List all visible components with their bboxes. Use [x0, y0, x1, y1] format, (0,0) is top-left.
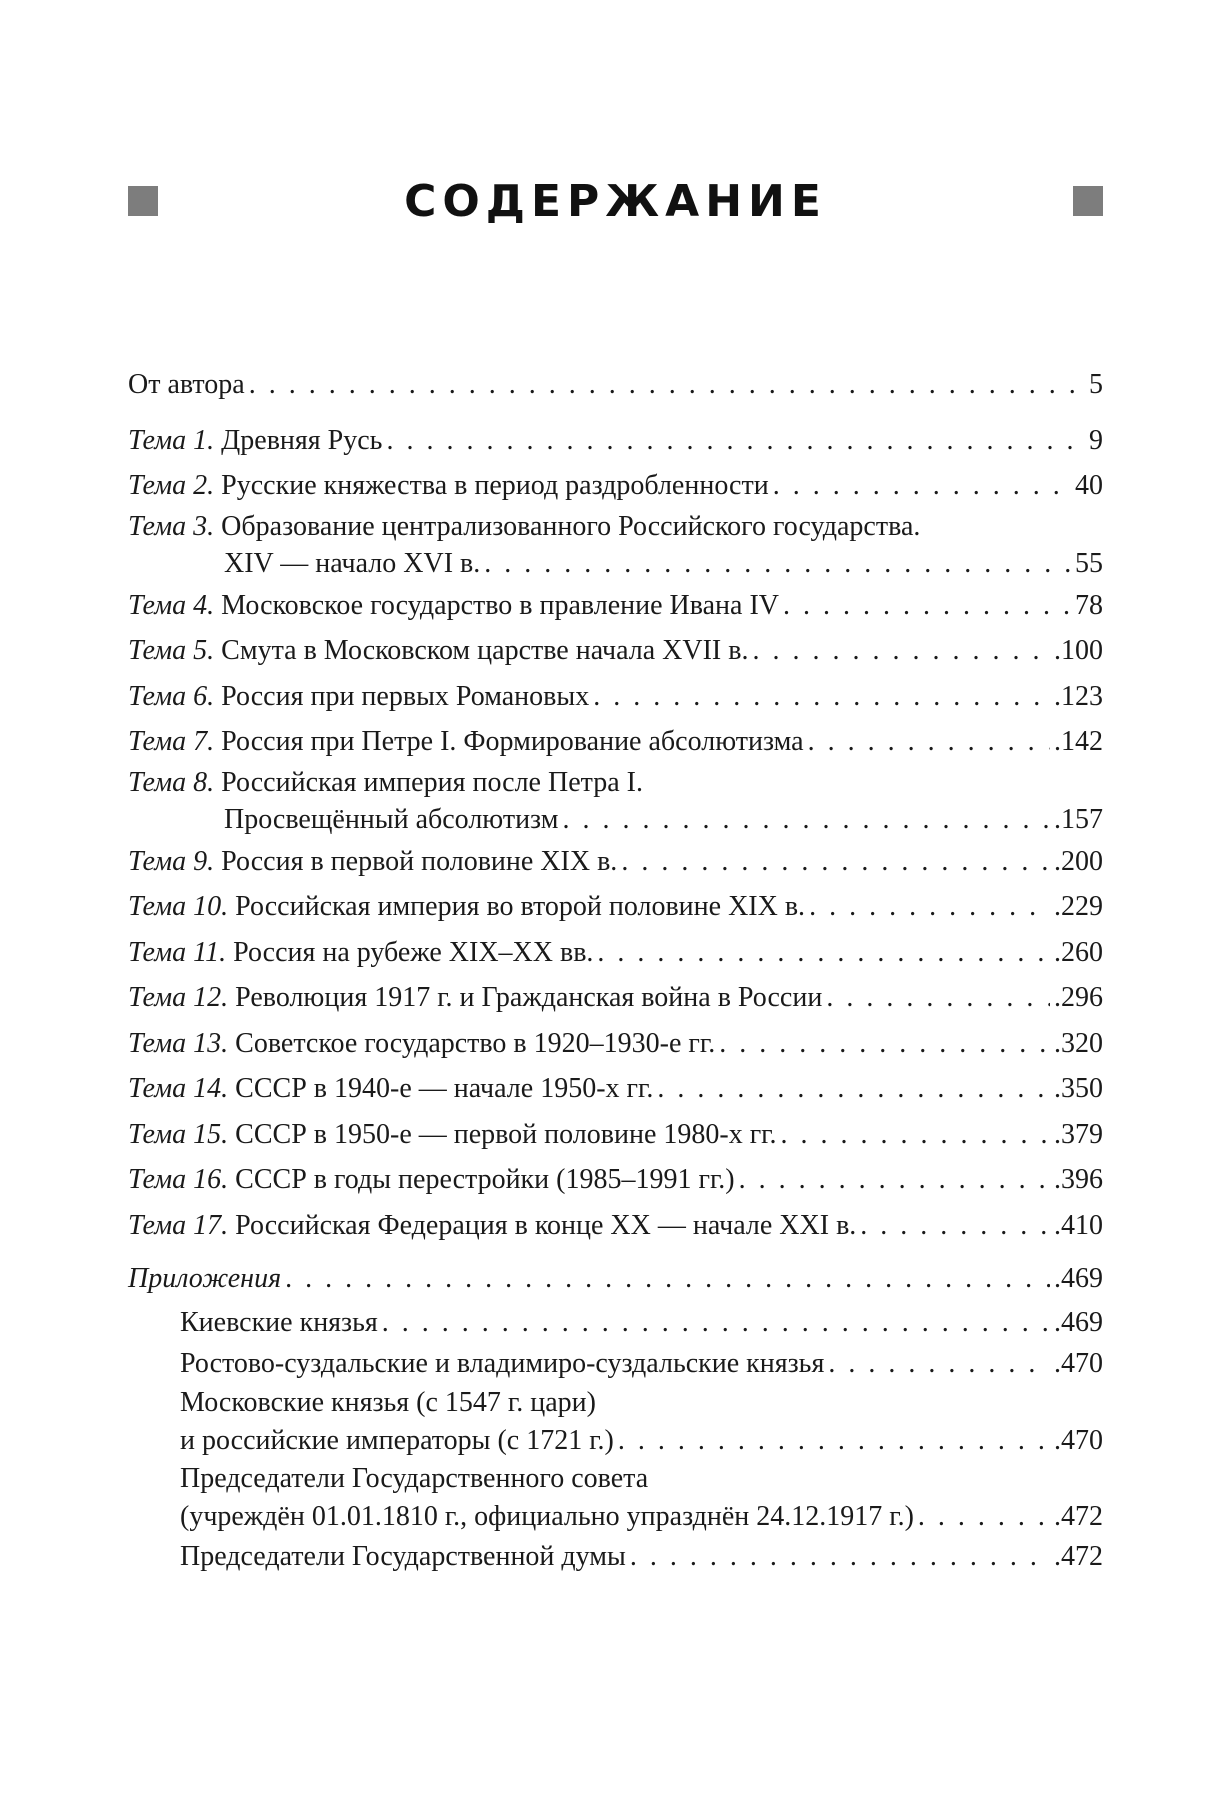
- toc-entry-title: Российская империя во второй половине XIX в.: [228, 891, 806, 922]
- header: [128, 176, 1103, 228]
- toc-entry-topic[interactable]: [128, 1203, 1103, 1249]
- toc-entry-title: Древняя Русь: [214, 424, 383, 456]
- toc-entry-topic[interactable]: [128, 1112, 1103, 1158]
- toc-entry-topic[interactable]: [128, 884, 1103, 930]
- toc-entry-topic[interactable]: [128, 1066, 1103, 1112]
- dot-leader: [808, 719, 1050, 765]
- toc-entry-title: Россия в первой половине XIX в.: [214, 845, 618, 877]
- toc-entry-line[interactable]: [180, 1343, 1103, 1384]
- toc-entry-title: Россия при первых Романовых: [214, 680, 590, 712]
- topic-number: Тема 9.: [128, 845, 215, 877]
- toc-entry-line[interactable]: [128, 801, 1103, 839]
- dot-leader: [781, 1112, 1050, 1158]
- toc-entry-line[interactable]: [128, 1066, 1103, 1112]
- toc-entry-line[interactable]: [128, 1203, 1103, 1249]
- toc-entry-title-continued: Просвещённый абсолютизм: [224, 803, 559, 835]
- toc-entry-line[interactable]: [128, 930, 1103, 976]
- topic-number: Тема 2.: [128, 470, 215, 501]
- toc-entry-title-continued: и российские императоры (с 1721 г.): [180, 1424, 614, 1456]
- toc-entry-topic[interactable]: [128, 463, 1103, 509]
- toc-page-number: 55: [1075, 547, 1103, 579]
- topic-number: Тема 11.: [128, 936, 227, 968]
- dot-leader: [630, 1536, 1050, 1577]
- topic-number: Тема 16.: [128, 1164, 229, 1195]
- topic-number: Тема 7.: [128, 726, 215, 757]
- toc-entry-title: Ростово-суздальские и владимиро-суздальские князья: [180, 1347, 825, 1379]
- toc-entry-title: Образование централизованного Российского государства.: [221, 510, 921, 542]
- toc-page-number: .396: [1054, 1164, 1103, 1195]
- toc-entry-line[interactable]: [180, 1498, 1103, 1536]
- toc-page-number: .410: [1054, 1209, 1103, 1241]
- toc-entry-title: Революция 1917 г. и Гражданская война в России: [228, 982, 823, 1013]
- toc-entry-line[interactable]: [128, 884, 1103, 930]
- topic-number: Тема 3.: [128, 510, 215, 542]
- toc-page-number: .229: [1054, 891, 1103, 922]
- dot-leader: [773, 463, 1071, 509]
- topic-number: Тема 1.: [128, 424, 215, 456]
- toc-entry-line[interactable]: [128, 1021, 1103, 1067]
- toc-page-number: .470: [1054, 1347, 1103, 1379]
- toc-page-number: .142: [1054, 726, 1103, 757]
- dot-leader: [382, 1302, 1050, 1343]
- dot-leader: [618, 1422, 1050, 1460]
- toc-entry-title: Председатели Государственного совета: [180, 1462, 649, 1494]
- toc-entry-title-continued: XIV — начало XVI в.: [224, 547, 481, 579]
- toc-entry-line[interactable]: [128, 1157, 1103, 1203]
- toc-page-number: .472: [1054, 1500, 1103, 1532]
- toc-page-number: 5: [1089, 369, 1103, 400]
- toc-entry-topic[interactable]: [128, 1157, 1103, 1203]
- toc-page-number: .472: [1054, 1540, 1103, 1572]
- dot-leader: [918, 1498, 1050, 1536]
- dot-leader: [621, 839, 1050, 885]
- toc-page-number: .379: [1054, 1118, 1103, 1150]
- table-of-contents: [128, 362, 1103, 1577]
- dot-leader: [597, 930, 1050, 976]
- toc-page-number: 40: [1075, 470, 1103, 501]
- dot-leader: [828, 1343, 1050, 1384]
- toc-entry-title: Россия на рубеже XIX–XX вв.: [226, 936, 594, 968]
- toc-entry-title: СССР в годы перестройки (1985–1991 гг.): [228, 1164, 735, 1195]
- dot-leader: [249, 362, 1085, 408]
- dot-leader: [593, 674, 1050, 720]
- toc-entry-title: Русские княжества в период раздробленности: [214, 470, 769, 501]
- toc-entry-appendix[interactable]: [128, 1256, 1103, 1302]
- dot-leader: [285, 1256, 1050, 1302]
- toc-entry-topic[interactable]: [128, 839, 1103, 885]
- topic-number: Тема 5.: [128, 635, 215, 666]
- toc-page-number: 78: [1075, 589, 1103, 621]
- dot-leader: [657, 1066, 1050, 1112]
- topic-number: Тема 6.: [128, 680, 215, 712]
- toc-entry-title: Смута в Московском царстве начала XVII в.: [214, 635, 749, 666]
- toc-entry-topic[interactable]: [128, 583, 1103, 629]
- toc-entry-appendix-item[interactable]: [128, 1536, 1103, 1577]
- toc-entry-line[interactable]: [180, 1422, 1103, 1460]
- toc-entry-title: Московское государство в правление Ивана IV: [214, 589, 779, 621]
- topic-number: Тема 4.: [128, 589, 215, 621]
- toc-entry-line[interactable]: [128, 975, 1103, 1021]
- toc-entry-line[interactable]: [180, 1536, 1103, 1577]
- topic-number: Тема 8.: [128, 766, 215, 798]
- toc-entry-topic[interactable]: [128, 628, 1103, 674]
- toc-entry-line[interactable]: [128, 1112, 1103, 1158]
- toc-entry-line[interactable]: [180, 1302, 1103, 1343]
- toc-entry-appendix-item[interactable]: [128, 1302, 1103, 1343]
- toc-entry-appendix-item[interactable]: [128, 1343, 1103, 1384]
- toc-entry-line[interactable]: [128, 463, 1103, 509]
- toc-page-number: .100: [1054, 635, 1103, 666]
- dot-leader: [826, 975, 1050, 1021]
- dot-leader: [783, 583, 1071, 629]
- dot-leader: [562, 801, 1050, 839]
- page-title: СОДЕРЖАНИЕ: [404, 176, 827, 227]
- toc-entry-title-continued: (учреждён 01.01.1810 г., официально упразднён 24.12.1917 г.): [180, 1500, 914, 1532]
- dot-leader: [860, 1203, 1050, 1249]
- toc-page-number: .469: [1054, 1306, 1103, 1338]
- toc-entry-topic[interactable]: [128, 509, 1103, 583]
- toc-entry-topic[interactable]: [128, 719, 1103, 765]
- toc-page-number: 9: [1089, 424, 1103, 456]
- toc-page-number: .470: [1054, 1424, 1103, 1456]
- topic-number: Тема 13.: [128, 1027, 229, 1059]
- dot-leader: [809, 884, 1050, 930]
- toc-entry-title: От автора: [128, 369, 245, 400]
- toc-entry-title: Российская империя после Петра I.: [221, 766, 643, 798]
- topic-number: Тема 15.: [128, 1118, 229, 1150]
- toc-entry-line[interactable]: [128, 839, 1103, 885]
- toc-entry-appendix-item[interactable]: [128, 1460, 1103, 1536]
- toc-entry-topic[interactable]: [128, 1021, 1103, 1067]
- toc-page-number: .469: [1054, 1263, 1103, 1294]
- toc-entry-title: Россия при Петре I. Формирование абсолютизма: [214, 726, 804, 757]
- topic-number: Тема 10.: [128, 891, 229, 922]
- toc-entry-line[interactable]: [128, 583, 1103, 629]
- appendix-title: Приложения: [128, 1263, 282, 1294]
- toc-entry-topic[interactable]: [128, 930, 1103, 976]
- toc-entry-topic[interactable]: [128, 418, 1103, 464]
- toc-entry-line[interactable]: [128, 628, 1103, 674]
- toc-entry-topic[interactable]: [128, 975, 1103, 1021]
- toc-entry-title: Председатели Государственной думы: [180, 1540, 626, 1572]
- toc-entry-line[interactable]: [128, 719, 1103, 765]
- topic-number: Тема 17.: [128, 1209, 229, 1241]
- toc-entry-line[interactable]: [128, 418, 1103, 464]
- toc-page-number: .157: [1054, 803, 1103, 835]
- toc-entry-topic[interactable]: [128, 674, 1103, 720]
- toc-entry-title: СССР в 1940-е — начале 1950-х гг.: [228, 1073, 654, 1104]
- toc-entry-preface[interactable]: [128, 362, 1103, 408]
- toc-page-number: .260: [1054, 936, 1103, 968]
- toc-page-number: .296: [1054, 982, 1103, 1013]
- toc-entry-line[interactable]: [128, 674, 1103, 720]
- toc-entry-line: [180, 1384, 1103, 1422]
- dot-leader: [386, 418, 1085, 464]
- toc-entry-appendix-item[interactable]: [128, 1384, 1103, 1460]
- dot-leader: [752, 628, 1050, 674]
- toc-entry-title: Советское государство в 1920–1930-е гг.: [228, 1027, 716, 1059]
- toc-page-number: .320: [1054, 1027, 1103, 1059]
- toc-entry-line: [128, 765, 1103, 801]
- toc-entry-line: [180, 1460, 1103, 1498]
- toc-page-number: .350: [1054, 1073, 1103, 1104]
- dot-leader: [739, 1157, 1050, 1203]
- dot-leader: [484, 545, 1071, 583]
- toc-entry-line[interactable]: [128, 545, 1103, 583]
- toc-page-number: .123: [1054, 680, 1103, 712]
- dot-leader: [719, 1021, 1050, 1067]
- decor-square-right: [1073, 186, 1103, 216]
- toc-entry-title: Московские князья (с 1547 г. цари): [180, 1386, 596, 1418]
- toc-entry-title: Киевские князья: [180, 1306, 378, 1338]
- toc-entry-title: Российская Федерация в конце XX — начале XXI в.: [228, 1209, 857, 1241]
- toc-entry-title: СССР в 1950-е — первой половине 1980-х гг.: [228, 1118, 777, 1150]
- topic-number: Тема 12.: [128, 982, 229, 1013]
- toc-entry-topic[interactable]: [128, 765, 1103, 839]
- toc-page-number: .200: [1054, 845, 1103, 877]
- toc-entry-line: [128, 509, 1103, 545]
- topic-number: Тема 14.: [128, 1073, 229, 1104]
